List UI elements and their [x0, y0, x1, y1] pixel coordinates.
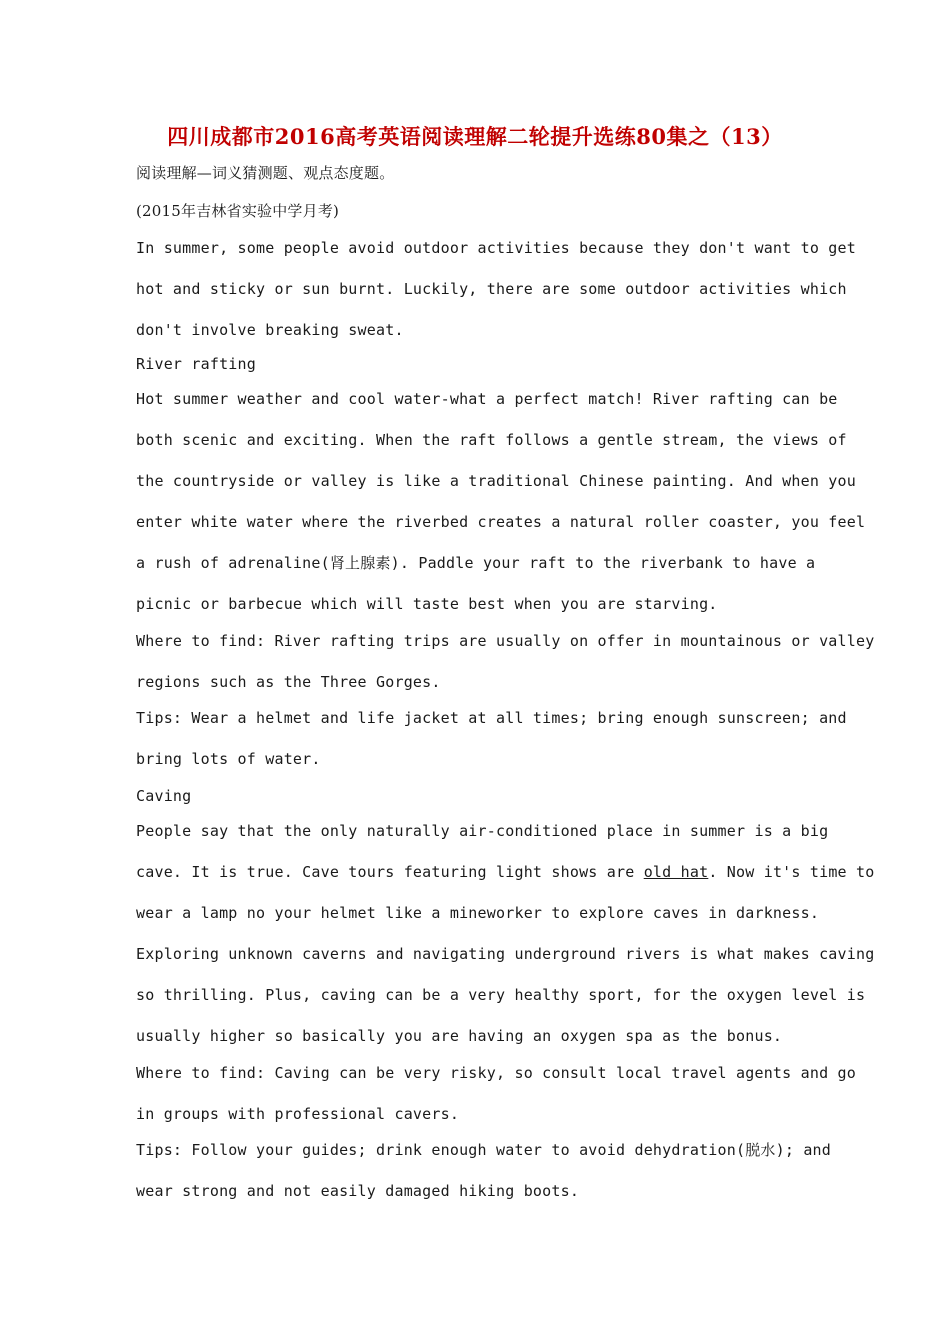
- rafting-paragraph: [136, 379, 866, 625]
- rafting-tips: [136, 698, 847, 780]
- text-segment: cave. It is true. Cave tours featuring light shows are: [136, 863, 644, 881]
- text-line: a rush of adrenaline(肾上腺素). Paddle your raft to the riverbank to have a: [136, 554, 816, 572]
- rafting-where-to-find: [136, 621, 875, 703]
- caving-where-to-find: [136, 1053, 856, 1135]
- text-line: don't involve breaking sweat.: [136, 321, 404, 339]
- text-line: People say that the only naturally air-conditioned place in summer is a big: [136, 822, 829, 840]
- caving-paragraph: [136, 811, 875, 1057]
- section-heading-caving: Caving: [136, 787, 192, 805]
- text-line: Tips: Wear a helmet and life jacket at all times; bring enough sunscreen; and: [136, 709, 847, 727]
- text-line: bring lots of water.: [136, 750, 321, 768]
- underlined-phrase: old hat: [643, 863, 709, 881]
- text-line: Where to find: River rafting trips are usually on offer in mountainous or valley: [136, 632, 875, 650]
- document-title: 四川成都市2016高考英语阅读理解二轮提升选练80集之（13）: [167, 124, 783, 149]
- text-line: [136, 852, 875, 893]
- caving-tips: [136, 1130, 832, 1212]
- text-line: enter white water where the riverbed creates a natural roller coaster, you feel: [136, 513, 866, 531]
- text-line: the countryside or valley is like a traditional Chinese painting. And when you: [136, 472, 856, 490]
- text-line: wear strong and not easily damaged hiking boots.: [136, 1182, 580, 1200]
- text-line: picnic or barbecue which will taste best when you are starving.: [136, 595, 718, 613]
- text-line: both scenic and exciting. When the raft follows a gentle stream, the views of: [136, 431, 847, 449]
- text-line: Where to find: Caving can be very risky, so consult local travel agents and go: [136, 1064, 856, 1082]
- text-line: In summer, some people avoid outdoor activities because they don't want to get: [136, 239, 856, 257]
- text-line: so thrilling. Plus, caving can be a very healthy sport, for the oxygen level is: [136, 986, 866, 1004]
- section-heading-rafting: River rafting: [136, 355, 256, 373]
- text-segment: . Now it's time to: [708, 863, 875, 881]
- text-line: wear a lamp no your helmet like a mineworker to explore caves in darkness.: [136, 904, 820, 922]
- question-category: 阅读理解—词义猜测题、观点态度题。: [136, 164, 395, 182]
- text-line: usually higher so basically you are having an oxygen spa as the bonus.: [136, 1027, 783, 1045]
- text-line: Hot summer weather and cool water-what a perfect match! River rafting can be: [136, 390, 838, 408]
- question-source: (2015年吉林省实验中学月考): [136, 202, 340, 220]
- text-line: hot and sticky or sun burnt. Luckily, there are some outdoor activities which: [136, 280, 847, 298]
- text-line: Exploring unknown caverns and navigating underground rivers is what makes caving: [136, 945, 875, 963]
- text-line: regions such as the Three Gorges.: [136, 673, 441, 691]
- text-line: Tips: Follow your guides; drink enough water to avoid dehydration(脱水); and: [136, 1141, 832, 1159]
- text-line: in groups with professional cavers.: [136, 1105, 460, 1123]
- intro-paragraph: [136, 228, 856, 351]
